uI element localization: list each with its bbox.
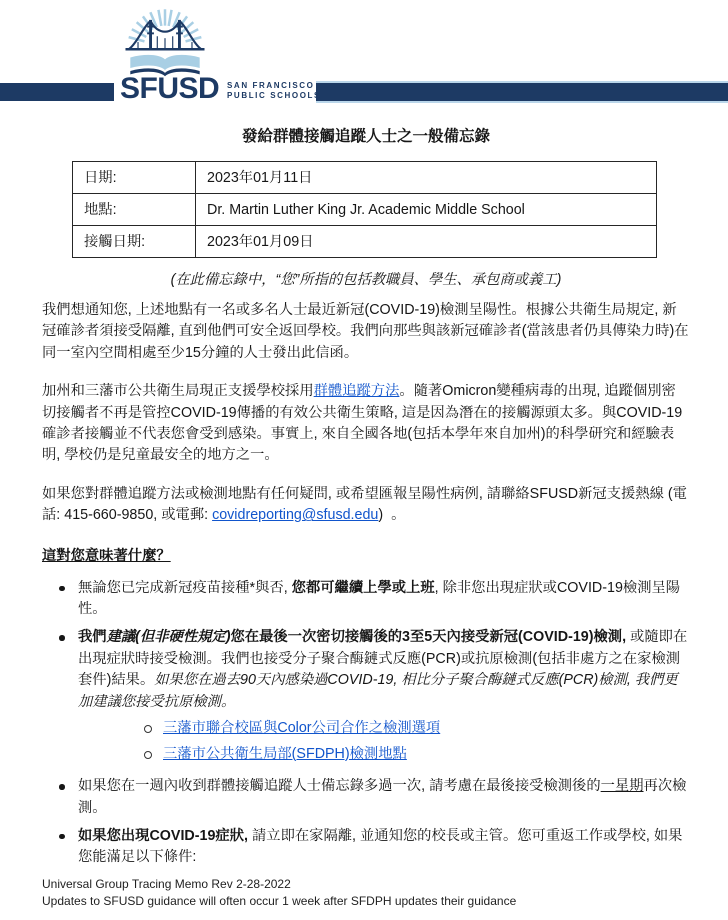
row-label-date: 日期: — [73, 162, 196, 194]
b3-underlined-text: 一星期 — [600, 778, 644, 795]
footer-revision-line: Universal Group Tracing Memo Rev 2-28-2022 — [42, 876, 291, 891]
row-value-location: Dr. Martin Luther King Jr. Academic Middle School — [196, 194, 657, 226]
b2-italic-text: 如果您在過去90天內感染過COVID-19, 相比分子聚合酶鏈式反應(PCR)檢測, 我們更加建議您接受抗原檢測。 — [78, 672, 678, 710]
b2-regular-text: 或隨即在出現症狀時接受檢測。我們也接受分子聚合酶鏈式反應(PCR)或抗原檢測(包括非處方之在家檢測套件)結果。 — [78, 629, 688, 689]
bullet-symptoms — [58, 826, 690, 869]
section-heading-what-this-means: 這對您意味著什麼？ — [42, 547, 171, 564]
b3-post-text: 再次檢測。 — [78, 778, 687, 816]
covid-reporting-email-link[interactable]: covidreporting@sfusd.edu — [212, 507, 379, 524]
b2-bold-rest: 您在最後一次密切接觸後的3至5天內接受新冠(COVID-19)檢測, — [230, 629, 627, 646]
p2-rest-text: 。隨著Omicron變種病毒的出現, 追蹤個別密切接觸者不再是管控COVID-19傳播的有效公共衛生策略, 這是因為潛在的接觸源頭太多。與COVID-19確診者接觸並不代表您會受到感染。事實上, 來自全國各地(包括本學年來自加州)的科學研究和經驗表明, 學校仍是兒童最安全的地方之一。 — [42, 383, 683, 464]
b3-pre-text: 如果您在一週內收到群體接觸追蹤人士備忘錄多過一次, 請考慮在最後接受檢測後的 — [78, 778, 601, 795]
b1-pre-text: 無論您已完成新冠疫苗接種*與否, — [78, 579, 292, 596]
b2-bold-lead: 我們 — [78, 629, 107, 646]
brand-tagline-line2: PUBLIC SCHOOLS — [227, 90, 321, 100]
sublist-item-sfdph-testing — [144, 742, 690, 768]
bullet-multiple-memos — [58, 776, 690, 819]
b4-regular-text: 請立即在家隔離, 並通知您的校長或主管。您可重返工作或學校, 如果您能滿足以下條件: — [78, 827, 683, 866]
p3-lead-text: 如果您對群體追蹤方法或檢測地點有任何疑問, 或希望匯報呈陽性病例, 請聯絡SFUSD新冠支援熱線 (電話: 415-660-9850, 或電郵: — [42, 485, 687, 524]
testing-links-sublist — [78, 716, 690, 767]
sfusd-bridge-logo-icon — [112, 4, 218, 82]
group-tracing-link[interactable]: 群體追蹤方法 — [313, 383, 400, 400]
paragraph-group-tracing — [42, 381, 690, 467]
brand-tagline-line1: SAN FRANCISCO — [227, 81, 315, 90]
definition-note: (在此備忘錄中，“您”所指的包括教職員、學生、承包商或義工) — [170, 272, 562, 288]
bullet-testing-recommendation — [58, 627, 690, 767]
color-testing-options-link[interactable]: 三藩市聯合校區與Color公司合作之檢測選項 — [163, 720, 441, 737]
brand-tagline — [227, 81, 321, 100]
b2-bold-italic: 建議(但非硬性規定) — [106, 629, 231, 646]
header-bar-left — [0, 83, 114, 101]
sublist-item-color-testing — [144, 716, 690, 742]
memo-title: 發給群體接觸追蹤人士之一般備忘錄 — [241, 128, 490, 145]
brand-wordmark: SFUSD — [120, 72, 220, 105]
row-value-exposure-date: 2023年01月09日 — [196, 226, 657, 258]
paragraph-notification-text: 我們想通知您, 上述地點有一名或多名人士最近新冠(COVID-19)檢測呈陽性。根據公共衛生局規定, 新冠確診者須接受隔離, 直到他們可安全返回學校。我們向那些與該新冠確診者(當該患者仍具傳染力時)在同一室內空間相處至少15分鐘的人士發出此信函。 — [42, 302, 689, 361]
header-bar-right — [316, 83, 728, 101]
row-label-exposure-date: 接觸日期: — [73, 226, 196, 258]
paragraph-contact-info — [42, 484, 690, 527]
table-row-location — [73, 194, 657, 226]
sfdph-testing-sites-link[interactable]: 三藩市公共衛生局部(SFDPH)檢測地點 — [163, 745, 407, 762]
memo-content — [42, 118, 690, 910]
table-row-date — [73, 162, 657, 194]
table-row-exposure-date — [73, 226, 657, 258]
memo-footer — [42, 876, 690, 910]
p2-lead-text: 加州和三藩市公共衛生局現正支援學校採用 — [42, 383, 314, 400]
action-bullet-list — [42, 578, 690, 869]
footer-guidance-line: Updates to SFUSD guidance will often occur 1 week after SFDPH updates their guidance — [42, 893, 517, 908]
p3-rest-text: ) 。 — [378, 507, 406, 524]
bullet-continue-school — [58, 578, 690, 621]
row-value-date: 2023年01月11日 — [196, 162, 657, 194]
b4-bold-text: 如果您出現COVID-19症狀, — [78, 827, 248, 844]
b1-post-text: , 除非您出現症狀或COVID-19檢測呈陽性。 — [78, 579, 681, 618]
info-table — [72, 161, 657, 258]
b1-bold-text: 您都可繼續上學或上班 — [291, 579, 435, 596]
paragraph-notification — [42, 300, 690, 364]
row-label-location: 地點: — [73, 194, 196, 226]
